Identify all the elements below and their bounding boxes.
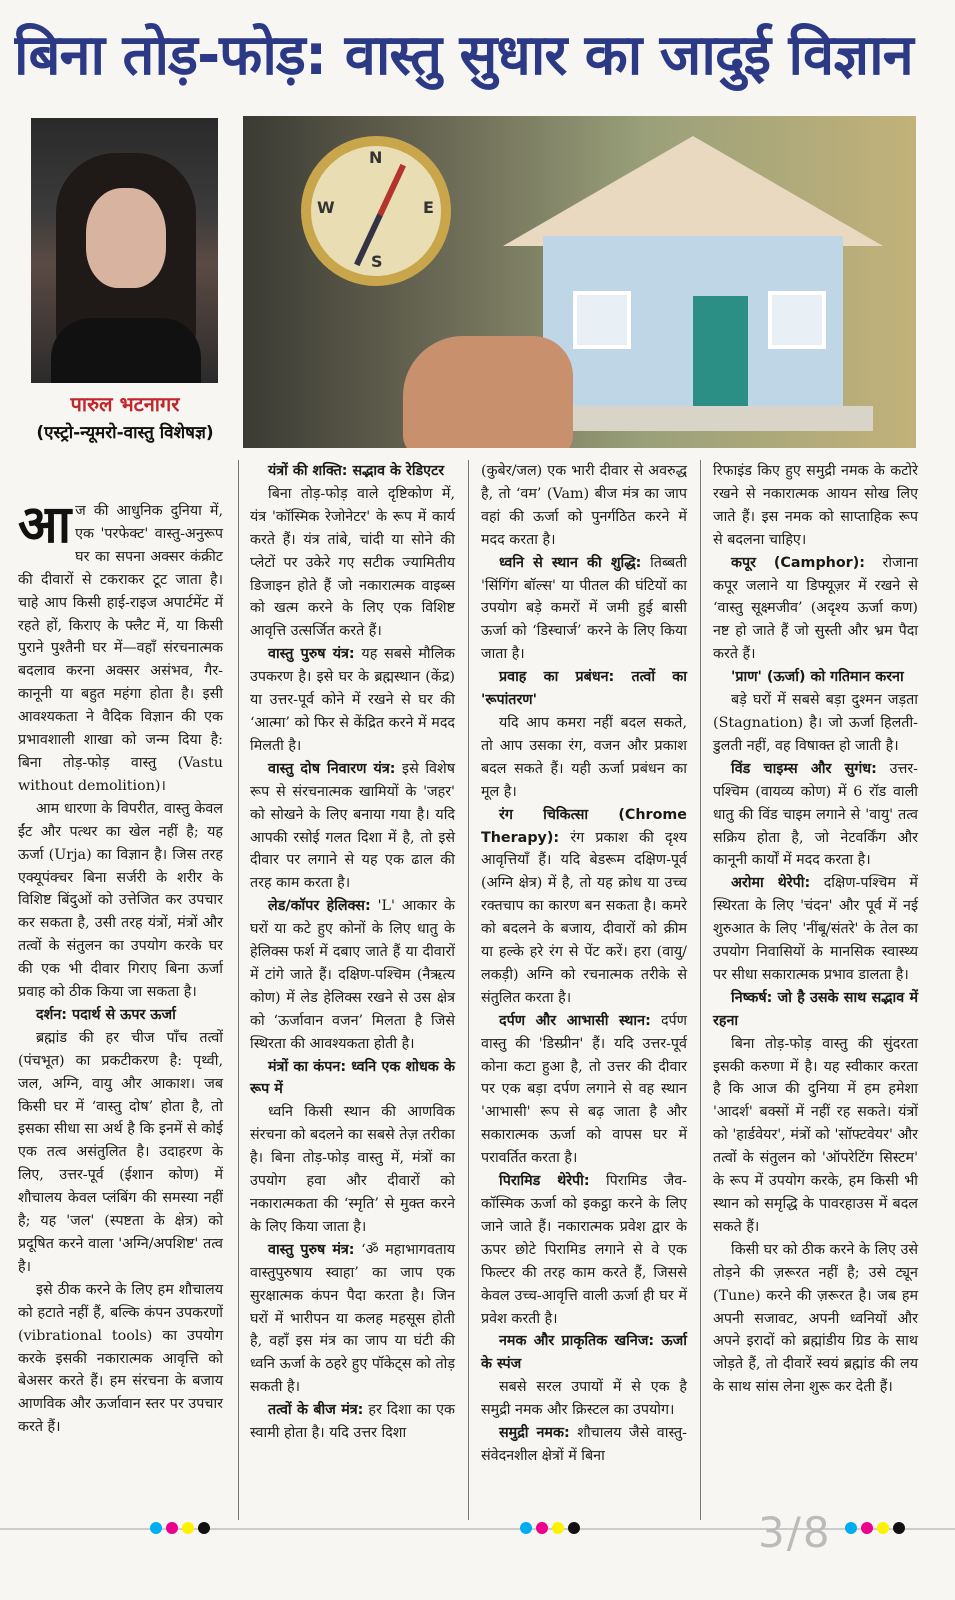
house-window (768, 291, 826, 349)
paragraph: ध्वनि किसी स्थान की आणविक संरचना को बदलने का सबसे तेज़ तरीका है। बिना तोड़-फोड़ वास्तु में, मंत्रों का उपयोग हवा और दीवारों को नकारात्मकता की ‘स्मृति’ से मुक्त करने के लिए किया जाता है। (250, 1104, 455, 1235)
author-photo (31, 118, 218, 383)
house-door (693, 296, 748, 406)
registration-dot (166, 1522, 178, 1534)
paragraph: पिरामिड जैव-कॉस्मिक ऊर्जा को इकट्ठा करने के लिए जाने जाते हैं। नकारात्मक प्रवेश द्वार के ऊपर छोटे पिरामिड लगाने से वे एक फिल्टर की तरह काम करते हैं, जिससे केवल उच्च-आवृत्ति वाली ऊर्जा ही घर में प्रवेश करती है। (481, 1173, 687, 1327)
paragraph: उत्तर-पश्चिम (वायव्य कोण) में 6 रॉड वाली धातु की विंड चाइम लगाने से 'वायु' तत्व सक्रिय होता है, जो नेटवर्किंग और कानूनी कार्यों में मदद करता है। (713, 760, 919, 869)
inline-heading: दर्पण और आभासी स्थान: (499, 1012, 651, 1029)
compass-icon (301, 136, 451, 286)
subheading: प्रवाह का प्रबंधन: तत्वों का 'रूपांतरण' (481, 669, 687, 709)
subheading: 'प्राण' (ऊर्जा) को गतिमान करना (731, 669, 904, 686)
compass-needle (354, 164, 406, 266)
paragraph: बड़े घरों में सबसे बड़ा दुश्मन जड़ता (Stagnation) है। जो ऊर्जा हिलती-डुलती नहीं, वह विषाक्त हो जाती है। (713, 692, 918, 754)
hand (403, 336, 573, 448)
compass-letter: S (371, 252, 383, 271)
paragraph: सबसे सरल उपायों में से एक है समुद्री नमक और क्रिस्टल का उपयोग। (481, 1379, 687, 1419)
paragraph: (कुबेर/जल) एक भारी दीवार से अवरुद्ध है, तो ‘वम’ (Vam) बीज मंत्र का जाप वहां की ऊर्जा को पुनर्गठित करने में मदद करता है। (481, 463, 687, 548)
paragraph: दर्पण वास्तु की 'डिस्प्रीन' हैं। यदि उत्तर-पूर्व कोना कटा हुआ है, तो उत्तर की दीवार पर एक बड़ा दर्पण लगाने से वह स्थान 'आभासी' रूप से बढ़ जाता है और सकारात्मक ऊर्जा को वापस घर में परावर्तित करता है। (481, 1012, 688, 1167)
column-divider (238, 460, 239, 1520)
column-divider (468, 460, 469, 1520)
paragraph: ब्रह्मांड की हर चीज पाँच तत्वों (पंचभूत) का प्रकटीकरण है: पृथ्वी, जल, अग्नि, वायु और आकाश। जब किसी घर में ‘वास्तु दोष’ होता है, तो इसका सीधा सा अर्थ है कि इनमें से कोई एक तत्व असंतुलित है। उदाहरण के लिए, उत्तर-पूर्व (ईशान कोण) में शौचालय केवल प्लंबिंग की समस्या नहीं है; यह 'जल' (स्पष्टता के क्षेत्र) को प्रदूषित करने वाला 'अग्नि/अपशिष्ट' तत्व है। (18, 1029, 223, 1275)
paragraph: हर दिशा का एक स्वामी होता है। यदि उत्तर दिशा (250, 1402, 455, 1442)
inline-heading: अरोमा थेरेपी: (731, 875, 811, 892)
inline-heading: विंड चाइम्स और सुगंध: (731, 760, 877, 777)
registration-dot (198, 1522, 210, 1534)
inline-heading: समुद्री नमक: (499, 1425, 570, 1442)
house-window (573, 291, 631, 349)
paragraph: आम धारणा के विपरीत, वास्तु केवल ईंट और पत्थर का खेल नहीं है; यह ऊर्जा (Urja) का विज्ञान है। जिस तरह एक्यूपंक्चर बिना सर्जरी के शरीर के विशिष्ट बिंदुओं को उत्तेजित कर उपचार कर सकता है, उसी तरह यंत्रों, मंत्रों और तत्वों के संतुलन का उपयोग करके घर की एक भी दीवार गिराए बिना ऊर्जा प्रवाह को ठीक किया जा सकता है। (18, 800, 223, 1001)
registration-dot (568, 1522, 580, 1534)
registration-marks (845, 1522, 905, 1536)
paragraph: बिना तोड़-फोड़ वास्तु की सुंदरता इसकी करुणा में है। यह स्वीकार करता है कि आज की दुनिया में हम हमेशा 'आदर्श' बक्सों में नहीं रह सकते। यंत्रों को 'हार्डवेयर', मंत्रों को 'सॉफ्टवेयर' और तत्वों के संतुलन को 'ऑपरेटिंग सिस्टम' के रूप में उपयोग करके, हम किसी भी स्थान को समृद्धि के पावरहाउस में बदल सकते हैं। (713, 1035, 918, 1235)
paragraph: तिब्बती 'सिंगिंग बॉल्स' या पीतल की घंटियों का उपयोग बड़े कमरों में जमी हुई बासी ऊर्जा को ‘डिस्चार्ज’ करने के लिए किया जाता है। (481, 554, 687, 663)
subheading: दर्शन: पदार्थ से ऊपर ऊर्जा (36, 1006, 176, 1023)
paragraph: बिना तोड़-फोड़ वाले दृष्टिकोण में, यंत्र 'कॉस्मिक रेजोनेटर' के रूप में कार्य करते हैं। यंत्र तांबे, चांदी या सोने की प्लेटों पर उकेरे गए सटीक ज्यामितीय डिजाइन होते हैं जो नकारात्मक वाइब्स को खत्म करने के लिए एक विशिष्ट आवृत्ति उत्सर्जित करते हैं। (250, 485, 455, 640)
inline-heading: वास्तु पुरुष मंत्र: (268, 1241, 355, 1258)
page-number: 3/8 (758, 1508, 832, 1557)
registration-dot (520, 1522, 532, 1534)
column-1 (18, 495, 223, 1439)
subheading: नमक और प्राकृतिक खनिज: ऊर्जा के स्पंज (481, 1333, 687, 1373)
registration-dot (877, 1522, 889, 1534)
subheading: यंत्रों की शक्ति: सद्भाव के रेडिएटर (268, 463, 445, 479)
paragraph: यह सबसे मौलिक उपकरण है। इसे घर के ब्रह्मस्थान (केंद्र) या उत्तर-पूर्व कोने में रखने से घर की ‘आत्मा’ को फिर से केंद्रित करने में मदद मिलती है। (250, 646, 456, 754)
registration-dot (150, 1522, 162, 1534)
compass-letter: N (369, 148, 383, 167)
headline: बिना तोड़-फोड़: वास्तु सुधार का जादुई विज्ञान (14, 23, 913, 88)
paragraph: रंग प्रकाश की दृश्य आवृत्तियाँ हैं। यदि बेडरूम दक्षिण-पूर्व (अग्नि क्षेत्र) में है, तो यह क्रोध या उच्च रक्तचाप का कारण बन सकता है। कमरे को बदलने के बजाय, दीवारों को क्रीम या हल्के हरे रंग से पेंट करें। हरा (वायु/लकड़ी) अग्नि को रचनात्मक तरीके से संतुलित करता है। (481, 829, 687, 1006)
subheading: मंत्रों का कंपन: ध्वनि एक शोधक के रूप में (250, 1058, 455, 1098)
paragraph: यदि आप कमरा नहीं बदल सकते, तो आप उसका रंग, वजन और प्रकाश बदल सकते हैं। यही ऊर्जा प्रबंधन का मूल है। (481, 714, 687, 800)
column-3 (481, 460, 687, 1468)
paragraph: 'L' आकार के घरों या कटे हुए कोनों के लिए धातु के हेलिक्स फर्श में दबाए जाते हैं या दीवारों में टांगे जाते हैं। दक्षिण-पश्चिम (नैऋत्य कोण) में लेड हेलिक्स रखने से उस क्षेत्र को ‘ऊर्जावान वजन’ मिलता है जिसे स्थिरता की आवश्यकता होती है। (250, 898, 455, 1052)
registration-dot (182, 1522, 194, 1534)
registration-dot (552, 1522, 564, 1534)
inline-heading: वास्तु पुरुष यंत्र: (268, 646, 355, 663)
paragraph: ‘ॐ महाभागवताय वास्तुपुरुषाय स्वाहा’ का जाप एक सुरक्षात्मक कंपन पैदा करता है। जिन घरों में भारीपन या कलह महसूस होती है, वहाँ इस मंत्र का जाप या घंटी की ध्वनि ऊर्जा के ठहरे हुए पॉकेट्स को तोड़ सकती है। (250, 1241, 455, 1396)
paragraph: दक्षिण-पश्चिम में स्थिरता के लिए 'चंदन' और पूर्व में नई शुरुआत के लिए 'नींबू/संतरे' के तेल का उपयोग निवासियों के मानसिक स्वास्थ्य पर सीधा सकारात्मक प्रभाव डालता है। (713, 875, 918, 983)
paragraph: इसे विशेष रूप से संरचनात्मक खामियों के 'जहर' को सोखने के लिए बनाया गया है। यदि आपकी रसोई गलत दिशा में है, तो इसे दीवार पर लगाने से यह एक ढाल की तरह काम करता है। (250, 760, 455, 892)
inline-heading: तत्वों के बीज मंत्र: (268, 1402, 364, 1419)
column-divider (700, 460, 701, 1520)
column-4 (713, 460, 918, 1399)
registration-dot (893, 1522, 905, 1534)
compass-letter: E (423, 198, 434, 217)
paragraph: ज की आधुनिक दुनिया में, एक 'परफेक्ट' वास्तु-अनुरूप घर का सपना अक्सर कंक्रीट की दीवारों से टकराकर टूट जाता है। चाहे आप किसी हाई-राइज अपार्टमेंट में रहते हों, किराए के फ्लैट में, या किसी पुराने पुश्तैनी घर में—वहाँ संरचनात्मक बदलाव करना अक्सर असंभव, गैर-कानूनी या बहुत महंगा होता है। इसी आवश्यकता ने वैदिक विज्ञान की एक प्रभावशाली शाखा को जन्म दिया है: बिना तोड़-फोड़ वास्तु (Vastu without demolition)। (18, 503, 223, 794)
subheading: निष्कर्ष: जो है उसके साथ सद्भाव में रहना (713, 989, 918, 1029)
dropcap: आ (18, 495, 72, 555)
registration-dot (845, 1522, 857, 1534)
inline-heading: पिरामिड थेरेपी: (499, 1173, 590, 1190)
registration-dot (536, 1522, 548, 1534)
author-name: पारुल भटनागर (70, 392, 180, 416)
registration-dot (861, 1522, 873, 1534)
paragraph: किसी घर को ठीक करने के लिए उसे तोड़ने की ज़रूरत नहीं है; उसे ट्यून (Tune) करने की ज़रूरत है। जब हम अपनी सजावट, अपनी ध्वनियों और अपने इरादों को ब्रह्मांडीय ग्रिड के साथ जोड़ते हैं, तो दीवारें स्वयं ब्रह्मांड की लय के साथ सांस लेना शुरू कर देती हैं। (713, 1241, 918, 1396)
compass-letter: W (317, 198, 335, 217)
paragraph: रोजाना कपूर जलाने या डिफ्यूज़र में रखने से ‘वास्तु सूक्ष्मजीव’ (अदृश्य ऊर्जा कण) नष्ट हो जाते हैं जो सुस्ती और भ्रम पैदा करते हैं। (713, 554, 918, 663)
paragraph: इसे ठीक करने के लिए हम शौचालय को हटाते नहीं हैं, बल्कि कंपन उपकरणों (vibrational tools) का उपयोग करके इसकी नकारात्मक आवृत्ति को बेअसर करते हैं। हम संरचना के बजाय आणविक और ऊर्जावान स्तर पर उपचार करते हैं। (18, 1281, 223, 1436)
registration-marks (520, 1522, 580, 1536)
author-role: (एस्ट्रो-न्यूमरो-वास्तु विशेषज्ञ) (36, 423, 214, 443)
hero-image (243, 116, 916, 448)
author-shirt (51, 318, 201, 383)
paragraph: रिफाइंड किए हुए समुद्री नमक के कटोरे रखने से नकारात्मक आयन सोख लिए जाते हैं। इस नमक को साप्ताहिक रूप से बदलना चाहिए। (713, 463, 918, 548)
paragraph: शौचालय जैसे वास्तु-संवेदनशील क्षेत्रों में बिना (481, 1425, 688, 1464)
inline-heading: वास्तु दोष निवारण यंत्र: (268, 760, 396, 777)
house-roof (503, 136, 883, 246)
inline-heading: ध्वनि से स्थान की शुद्धि: (499, 554, 642, 571)
column-2 (250, 460, 455, 1445)
inline-heading: रंग चिकित्सा (Chrome Therapy): (481, 806, 687, 846)
author-face (86, 188, 166, 288)
registration-marks (150, 1522, 210, 1536)
house-base (523, 406, 873, 431)
inline-heading: लेड/कॉपर हेलिक्स: (268, 898, 371, 915)
inline-heading: कपूर (Camphor): (731, 554, 865, 571)
